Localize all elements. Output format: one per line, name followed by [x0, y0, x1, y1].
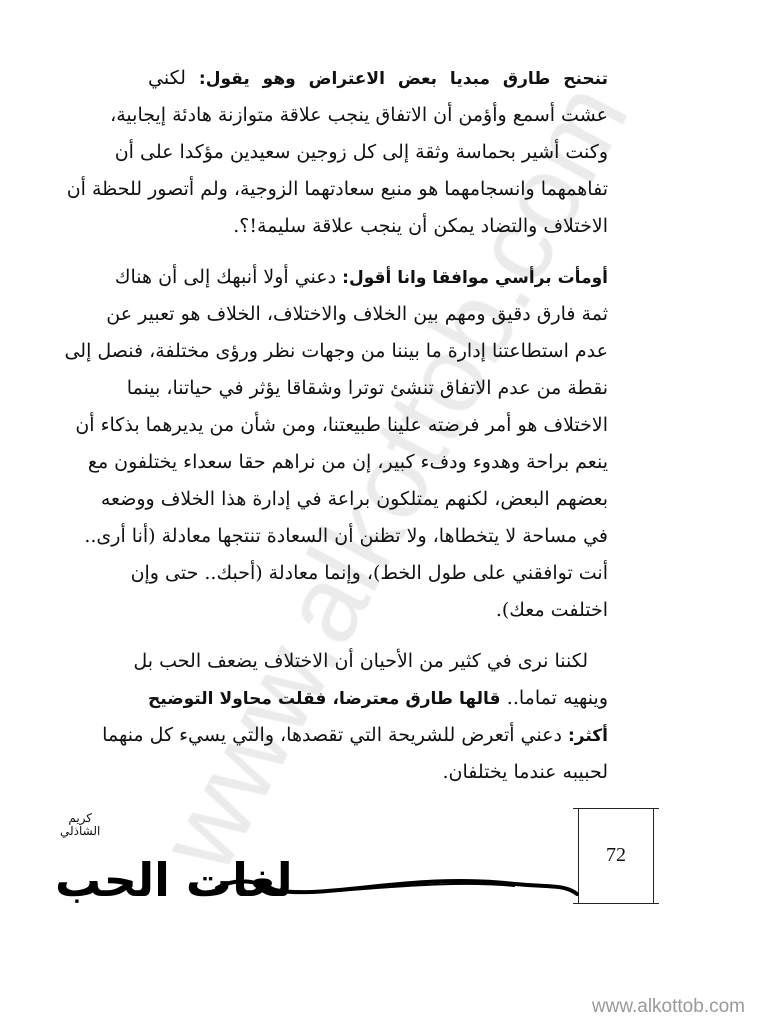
text-line: الاختلاف والتضاد يمكن أن ينجب علاقة سليمة!؟. [233, 215, 608, 237]
text-line: عشت أسمع وأؤمن أن الاتفاق ينجب علاقة متوازنة هادئة إيجابية، [110, 104, 608, 126]
bold-text: قالها طارق معترضا، فقلت محاولا التوضيح [148, 689, 501, 709]
text-line: لكننا نرى في كثير من الأحيان أن الاختلاف يضعف الحب بل [133, 650, 588, 672]
paragraph-1 [66, 60, 608, 245]
text-line: نقطة من عدم الاتفاق تنشئ توترا وشقاقا يؤثر في حياتنا، بينما [126, 377, 608, 399]
text-line: ثمة فارق دقيق ومهم بين الخلاف والاختلاف، الخلاف هو تعبير عن [106, 303, 608, 325]
text-line: ينعم براحة وهدوء ودفء كبير، إن من نراهم حقا سعداء يختلفون مع [87, 451, 608, 473]
paragraph-3 [102, 643, 609, 791]
author-name [60, 812, 100, 838]
line-text: دعني أولا أنبهك إلى أن هناك [114, 266, 343, 288]
paragraph-2 [64, 259, 608, 629]
text-line [114, 259, 608, 296]
text-line: تفاهمهما وانسجامهما هو منبع سعادتهما الزوجية، ولم أتصور للحظة أن [66, 178, 608, 200]
page-number: 72 [606, 844, 626, 866]
author-first-name: كريم [68, 811, 93, 825]
text-line: أنت توافقني على طول الخط)، وإنما معادلة (أحبك.. حتى وإن [130, 562, 608, 584]
text-line [148, 60, 608, 97]
text-line: في مساحة لا يتخطاها، ولا تظنن أن السعادة تنتجها معادلة (أنا أرى.. [84, 525, 608, 547]
line-text: دعني أتعرض للشريحة التي تقصدها، والتي يسيء كل منهما [102, 724, 568, 746]
book-title-logo: لغات الحب [55, 853, 293, 907]
text-line [148, 680, 608, 717]
site-url: www.alkottob.com [591, 996, 745, 1017]
text-line: وكنت أشير بحماسة وثقة إلى كل زوجين سعيدين مؤكدا على أن [114, 141, 608, 163]
line-text: وينهيه تماما.. [500, 687, 609, 709]
bold-text: تنحنح طارق مبديا بعض الاعتراض وهو يقول: [198, 69, 608, 89]
page-number-box [578, 808, 654, 904]
author-last-name: الشاذلي [60, 824, 101, 838]
bold-text: أومأت برأسي موافقا وانا أقول: [342, 268, 608, 288]
text-line: الاختلاف هو أمر فرضته علينا طبيعتنا، ومن شأن من يديرهما بذكاء أن [75, 414, 608, 436]
text-line: بعضهم البعض، لكنهم يمتلكون براعة في إدارة هذا الخلاف ووضعه [100, 488, 608, 510]
line-text: لكني [148, 67, 199, 89]
text-line: عدم استطاعتنا إدارة ما بيننا من وجهات نظر ورؤى مختلفة، فنصل إلى [64, 340, 608, 362]
page-body [64, 60, 609, 805]
text-line: لحبيبه عندما يختلفان. [442, 761, 608, 783]
text-line [102, 717, 608, 754]
bold-text: أكثر: [567, 726, 608, 746]
text-line: اختلفت معك). [495, 599, 608, 621]
